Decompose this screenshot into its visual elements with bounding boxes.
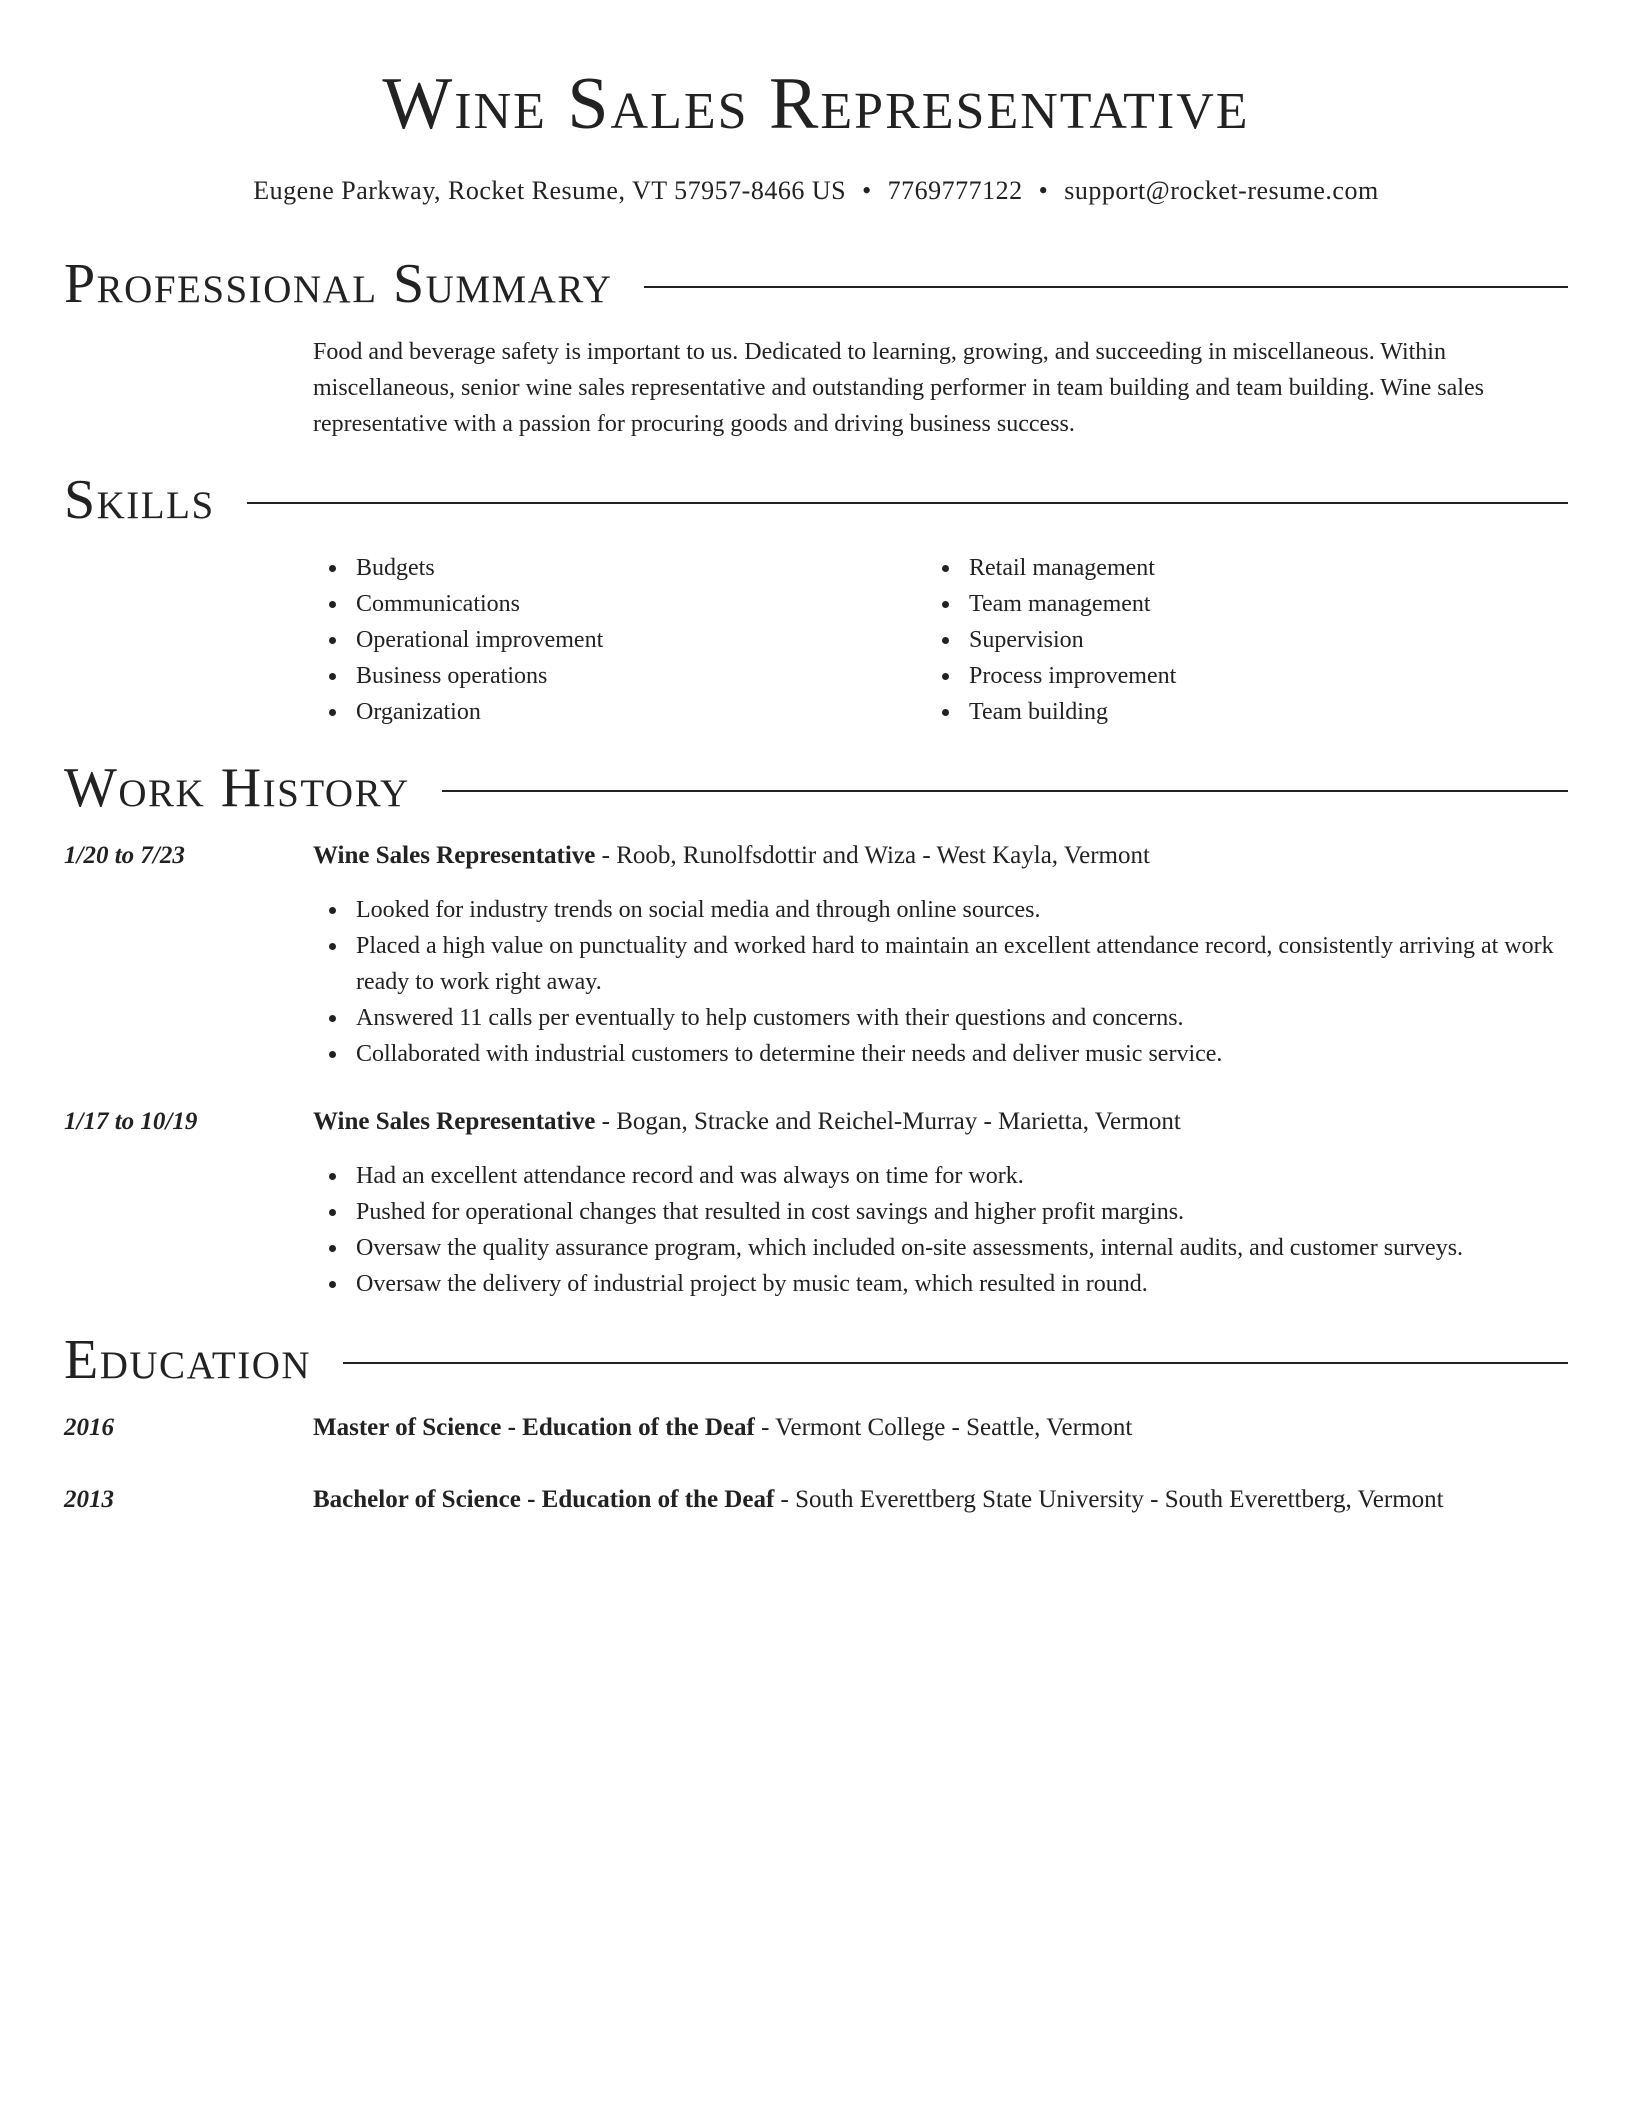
resume-name: Wine Sales Representative [382, 63, 1250, 145]
skill-item: Supervision [926, 622, 1526, 658]
job-title: Wine Sales Representative [313, 842, 596, 869]
job-title: Wine Sales Representative [313, 1108, 596, 1135]
skills-list-right [926, 550, 1526, 730]
job-heading [313, 838, 1592, 874]
summary-text: Food and beverage safety is important to us. Dedicated to learning, growing, and succeeding in miscellaneous. Within miscellaneous, senior wine sales representative and outstanding performer in team building and team building. Wine sales representative with a passion for procuring goods and driving business success. [313, 339, 1484, 437]
skill-item: Budgets [313, 550, 913, 586]
contact-separator: • [862, 176, 872, 205]
contact-email: support@rocket-resume.com [1064, 176, 1379, 205]
education-entry [313, 1410, 1592, 1446]
skill-item: Team management [926, 586, 1526, 622]
job-bullet: Pushed for operational changes that resulted in cost savings and higher profit margins. [313, 1194, 1568, 1230]
skills-heading-title: Skills [64, 469, 215, 531]
work-history-heading [64, 752, 1568, 824]
job-bullet: Had an excellent attendance record and was always on time for work. [313, 1158, 1568, 1194]
contact-separator: • [1038, 176, 1049, 205]
skill-item: Team building [926, 694, 1526, 730]
contact-address: Eugene Parkway, Rocket Resume, VT 57957-8466 US [253, 176, 847, 205]
education-heading-title: Education [64, 1329, 312, 1391]
job-dates: 1/17 to 10/19 [64, 1108, 198, 1135]
job-heading [313, 1104, 1592, 1140]
job-bullet: Collaborated with industrial customers to determine their needs and deliver music service. [313, 1036, 1568, 1072]
work-history-heading-title: Work History [64, 757, 410, 819]
job-bullet: Oversaw the delivery of industrial project by music team, which resulted in round. [313, 1266, 1568, 1302]
education-heading [64, 1324, 1568, 1396]
section-divider [343, 1362, 1568, 1364]
section-divider [644, 286, 1568, 288]
skills-heading [64, 464, 1568, 536]
job-employer: - Roob, Runolfsdottir and Wiza - West Kayla, Vermont [595, 842, 1150, 869]
job-bullet-list [313, 1158, 1568, 1302]
education-year: 2013 [64, 1486, 114, 1513]
job-bullet: Oversaw the quality assurance program, which included on-site assessments, internal audits, and customer surveys. [313, 1230, 1568, 1266]
education-entry [313, 1482, 1592, 1518]
skill-item: Process improvement [926, 658, 1526, 694]
education-degree: Bachelor of Science - Education of the Deaf [313, 1486, 775, 1513]
summary-text-block [313, 334, 1568, 442]
education-degree: Master of Science - Education of the Deaf [313, 1414, 755, 1441]
section-divider [442, 790, 1568, 792]
contact-phone: 7769777122 [887, 176, 1023, 205]
section-divider [247, 502, 1568, 504]
job-dates: 1/20 to 7/23 [64, 842, 185, 869]
summary-heading [64, 248, 1568, 320]
job-bullet: Answered 11 calls per eventually to help customers with their questions and concerns. [313, 1000, 1568, 1036]
education-year: 2016 [64, 1414, 114, 1441]
job-bullet: Placed a high value on punctuality and worked hard to maintain an excellent attendance record, consistently arriving at work ready to work right away. [313, 928, 1568, 1000]
skill-item: Communications [313, 586, 913, 622]
skills-list-left [313, 550, 913, 730]
job-employer: - Bogan, Stracke and Reichel-Murray - Marietta, Vermont [595, 1108, 1181, 1135]
education-school: - South Everettberg State University - South Everettberg, Vermont [774, 1486, 1444, 1513]
skill-item: Operational improvement [313, 622, 913, 658]
job-bullet-list [313, 892, 1568, 1072]
job-bullet: Looked for industry trends on social media and through online sources. [313, 892, 1568, 928]
contact-line [0, 174, 1632, 208]
skill-item: Retail management [926, 550, 1526, 586]
education-school: - Vermont College - Seattle, Vermont [754, 1414, 1133, 1441]
skill-item: Organization [313, 694, 913, 730]
skill-item: Business operations [313, 658, 913, 694]
summary-heading-title: Professional Summary [64, 253, 613, 315]
